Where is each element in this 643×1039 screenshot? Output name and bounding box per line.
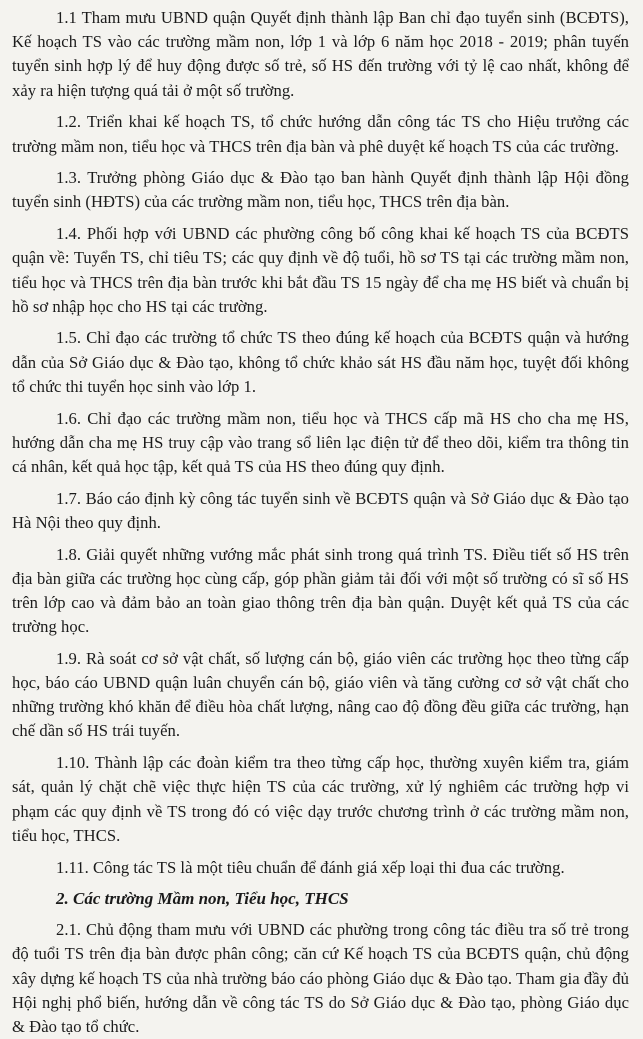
- paragraph-1-11: 1.11. Công tác TS là một tiêu chuẩn để đánh giá xếp loại thi đua các trường.: [56, 857, 565, 877]
- paragraph-1-10: 1.10. Thành lập các đoàn kiểm tra theo từng cấp học, thường xuyên kiểm tra, giám sát, quản lý chặt chẽ việc thực hiện TS của các trường, xử lý nghiêm các trường hợp vi phạm các quy định về TS trong đó có việc dạy trước chương trình ở các trường mầm non, tiểu học, THCS.: [12, 753, 629, 845]
- paragraph-1-3: 1.3. Trưởng phòng Giáo dục & Đào tạo ban hành Quyết định thành lập Hội đồng tuyển sinh (HĐTS) của các trường mầm non, tiểu học, THCS trên địa bàn.: [12, 168, 629, 212]
- paragraph-1-4: 1.4. Phối hợp với UBND các phường công bố công khai kế hoạch TS của BCĐTS quận về: Tuyển TS, chỉ tiêu TS; các quy định về độ tuổi, hồ sơ TS tại các trường mầm non, tiểu học và THCS trên địa bàn trước khi bắt đầu TS 15 ngày để cha mẹ HS biết và chuẩn bị hồ sơ nhập học cho HS tại các trường.: [12, 224, 629, 316]
- paragraph-1-8: 1.8. Giải quyết những vướng mắc phát sinh trong quá trình TS. Điều tiết số HS trên địa bàn giữa các trường học cùng cấp, góp phần giảm tải đối với một số trường có sĩ số HS trên lớp cao và đảm bảo an toàn giao thông trên địa bàn quận. Duyệt kết quả TS của các trường học.: [12, 544, 629, 637]
- paragraph-1-1: 1.1 Tham mưu UBND quận Quyết định thành lập Ban chỉ đạo tuyển sinh (BCĐTS), Kế hoạch TS vào các trường mầm non, lớp 1 và lớp 6 năm học 2018 - 2019; phân tuyến tuyển sinh hợp lý để huy động được số trẻ, số HS đến trường với tỷ lệ cao nhất, không để xảy ra hiện tượng quá tải ở một số trường.: [12, 8, 629, 100]
- paragraph-2-1: 2.1. Chủ động tham mưu với UBND các phường trong công tác điều tra số trẻ trong độ tuổi TS trên địa bàn được phân công; căn cứ Kế hoạch TS của BCĐTS quận, chủ động xây dựng kế hoạch TS của nhà trường báo cáo phòng Giáo dục & Đào tạo. Tham gia đầy đủ Hội nghị phổ biến, hướng dẫn về công tác TS do Sở Giáo dục & Đào tạo, phòng Giáo dục & Đào tạo tổ chức.: [12, 920, 629, 1037]
- paragraph-1-7: 1.7. Báo cáo định kỳ công tác tuyển sinh về BCĐTS quận và Sở Giáo dục & Đào tạo Hà Nội theo quy định.: [12, 488, 629, 532]
- paragraph-1-2: 1.2. Triển khai kế hoạch TS, tổ chức hướng dẫn công tác TS cho Hiệu trưởng các trường mầm non, tiểu học và THCS trên địa bàn và phê duyệt kế hoạch TS của các trường.: [12, 112, 629, 156]
- paragraph-1-9: 1.9. Rà soát cơ sở vật chất, số lượng cán bộ, giáo viên các trường học theo từng cấp học, báo cáo UBND quận luân chuyển cán bộ, giáo viên và tăng cường cơ sở vật chất cho những trường khó khăn để điều hòa chất lượng, nâng cao độ đồng đều giữa các trường, hạn chế dần số HS trái tuyến.: [12, 648, 629, 741]
- paragraph-1-6: 1.6. Chỉ đạo các trường mầm non, tiểu học và THCS cấp mã HS cho cha mẹ HS, hướng dẫn cha mẹ HS truy cập vào trang sổ liên lạc điện tử để theo dõi, kiểm tra thông tin cá nhân, kết quả học tập, kết quả TS của HS theo đúng quy định.: [12, 408, 629, 476]
- paragraph-1-5: 1.5. Chỉ đạo các trường tổ chức TS theo đúng kế hoạch của BCĐTS quận và hướng dẫn của Sở Giáo dục & Đào tạo, không tổ chức khảo sát HS đầu năm học, tuyệt đối không tổ chức thi tuyển học sinh vào lớp 1.: [12, 328, 629, 396]
- section-heading: 2. Các trường Mầm non, Tiểu học, THCS: [56, 889, 349, 909]
